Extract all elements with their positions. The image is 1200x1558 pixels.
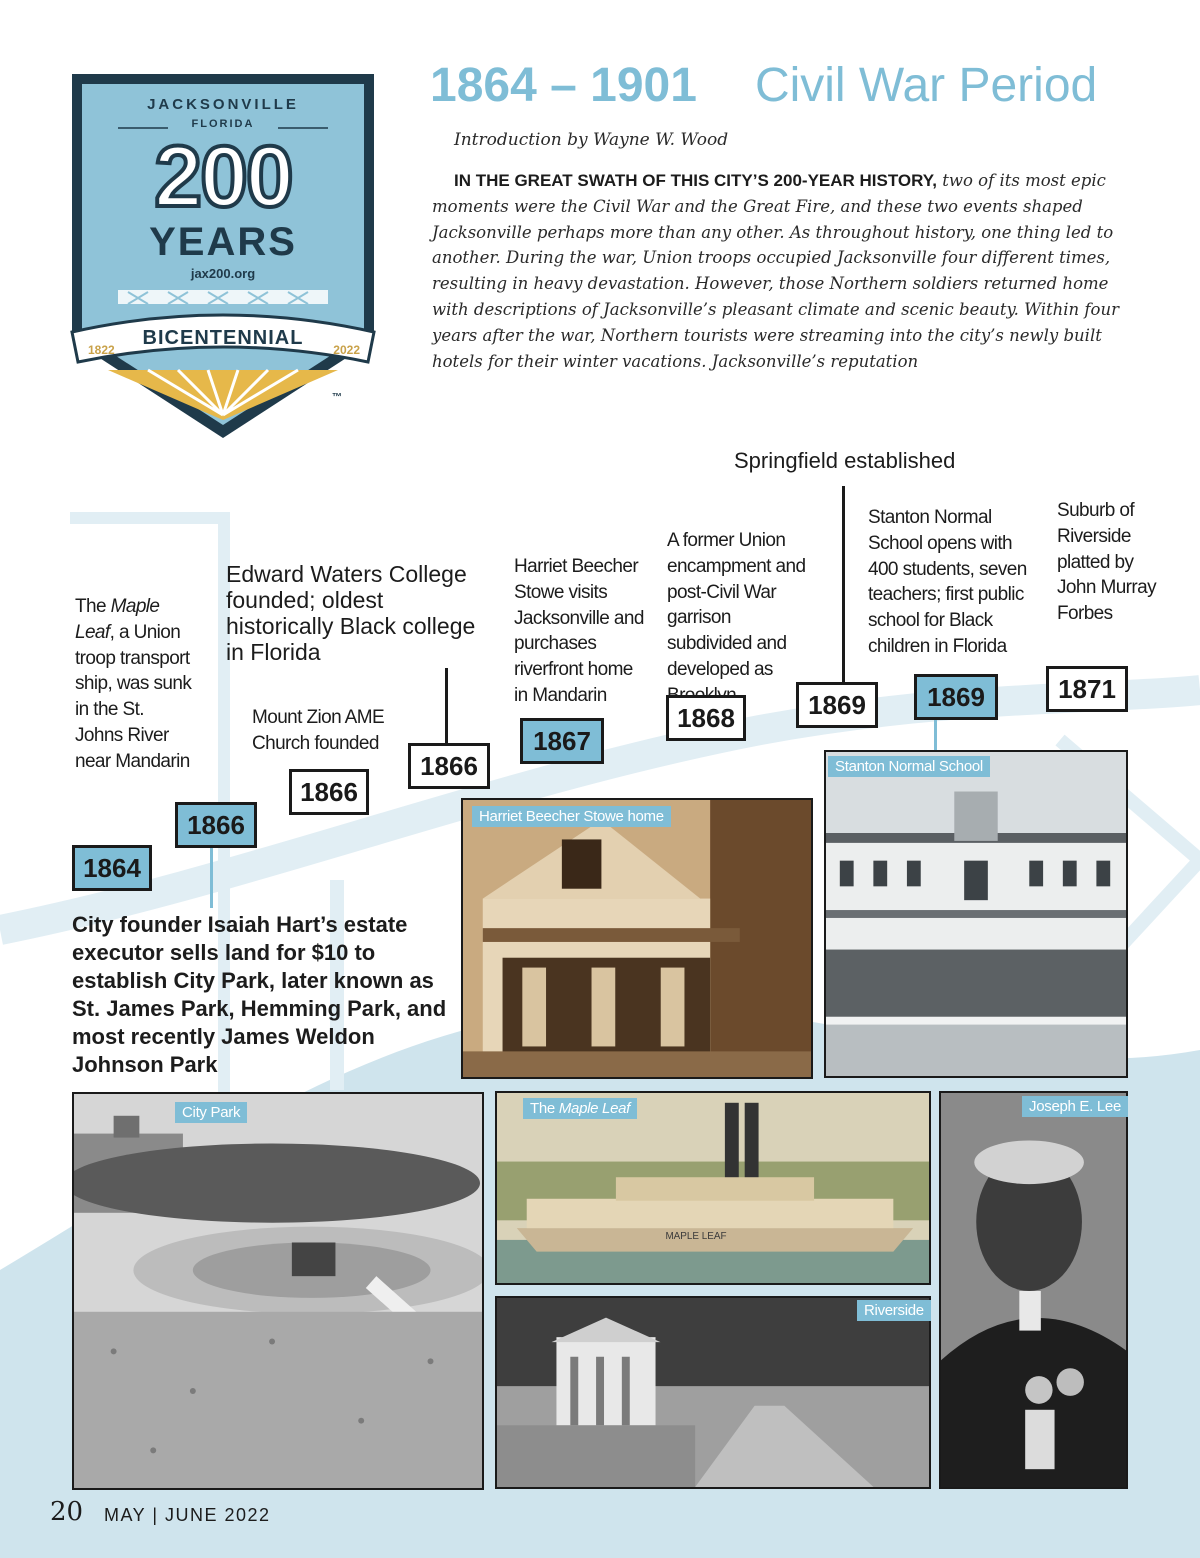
city-park-photo [72,1092,484,1490]
title-years: 1864 – 1901 [430,59,697,112]
maple-leaf-event: The Maple Leaf, a Union troop transport ship, was sunk in the St. Johns River near Mandarin [75,596,192,772]
year-box-1867: 1867 [520,718,604,764]
stowe-home-image [463,800,811,1077]
logo-city: JACKSONVILLE [147,96,299,113]
logo-banner: BICENTENNIAL [142,327,304,349]
logo-trademark: ™ [332,392,342,403]
intro-body: two of its most epic moments were the Civil War and the Great Fire, and these two events shaped Jacksonville perhaps more than any other. As throughout history, one thing led to another. During the war, Union troops occupied Jacksonville four different times, resulting in heavy devastation. However, those Northern soldiers returned home with descriptions of Jacksonville’s pleasant climate and scenic beauty. Within four years after the war, Northern tourists were streaming into the city’s newly built hotels for their winter vacations. Jacksonville’s reputation [432,171,1119,371]
mount-zion-event: Mount Zion AME Church founded [252,707,385,754]
stowe-event: Harriet Beecher Stowe visits Jacksonville and purchases riverfront home in Mandarin [514,556,644,706]
city-park-event: City founder Isaiah Hart’s estate executor sells land for $10 to establish City Park, later known as St. James Park, Hemming Park, and most recently James Weldon Johnson Park [72,912,447,1077]
stanton-school-caption: Stanton Normal School [828,756,990,777]
maple-leaf-photo [495,1091,931,1285]
stanton-event: Stanton Normal School opens with 400 students, seven teachers; first public school for Black children in Florida [868,507,1027,657]
year-box-1869-stanton: 1869 [914,674,998,720]
byline: Introduction by Wayne W. Wood [454,130,729,150]
stanton-school-photo [824,750,1128,1078]
riverside-image [497,1298,929,1487]
edward-waters-event: Edward Waters College founded; oldest historically Black college in Florida [226,561,476,665]
city-park-image [74,1094,482,1488]
city-park-caption: City Park [175,1102,247,1123]
logo-year-end: 2022 [333,343,360,357]
joseph-lee-photo [939,1091,1128,1489]
riverside-caption: Riverside [857,1300,931,1321]
stowe-home-caption: Harriet Beecher Stowe home [472,806,671,827]
year-box-1866-edward-waters: 1866 [408,743,490,789]
year-box-1869-springfield: 1869 [796,682,878,728]
title-period: Civil War Period [754,59,1098,112]
stanton-connector [934,718,937,752]
logo-years: YEARS [149,220,297,264]
logo-state: FLORIDA [191,118,255,130]
year-box-1864: 1864 [72,845,152,891]
ship-name-text: MAPLE LEAF [665,1230,727,1242]
logo-number: 200 [154,129,292,225]
brooklyn-event: A former Union encampment and post-Civil War garrison subdivided and developed as [667,530,806,680]
issue-date: MAY | JUNE 2022 [104,1505,271,1525]
logo-url: jax200.org [190,266,256,281]
joseph-lee-caption: Joseph E. Lee [1022,1096,1128,1117]
riverside-photo [495,1296,931,1489]
year-box-1866-city-park: 1866 [175,802,257,848]
page-number: 20 [50,1497,84,1527]
springfield-connector [842,486,845,686]
year-box-1868: 1868 [666,695,746,741]
maple-leaf-image [497,1093,929,1283]
stanton-school-image [826,752,1126,1076]
year-box-1866-mount-zion: 1866 [289,769,369,815]
edward-waters-connector [445,668,448,744]
logo-year-start: 1822 [88,343,115,357]
year-box-1871: 1871 [1046,666,1128,712]
stowe-home-photo [461,798,813,1079]
city-park-connector [210,846,213,908]
intro-paragraph [432,168,1132,374]
joseph-lee-image [941,1093,1126,1487]
springfield-label: Springfield established [734,448,956,473]
page-title [430,58,1097,113]
intro-lead: IN THE GREAT SWATH OF THIS CITY’S 200-YEAR HISTORY, [454,171,937,190]
jax200-logo [68,70,378,442]
maple-leaf-caption: The Maple Leaf [523,1098,637,1119]
riverside-event: Suburb of Riverside platted by John Murray Forbes [1057,500,1156,625]
